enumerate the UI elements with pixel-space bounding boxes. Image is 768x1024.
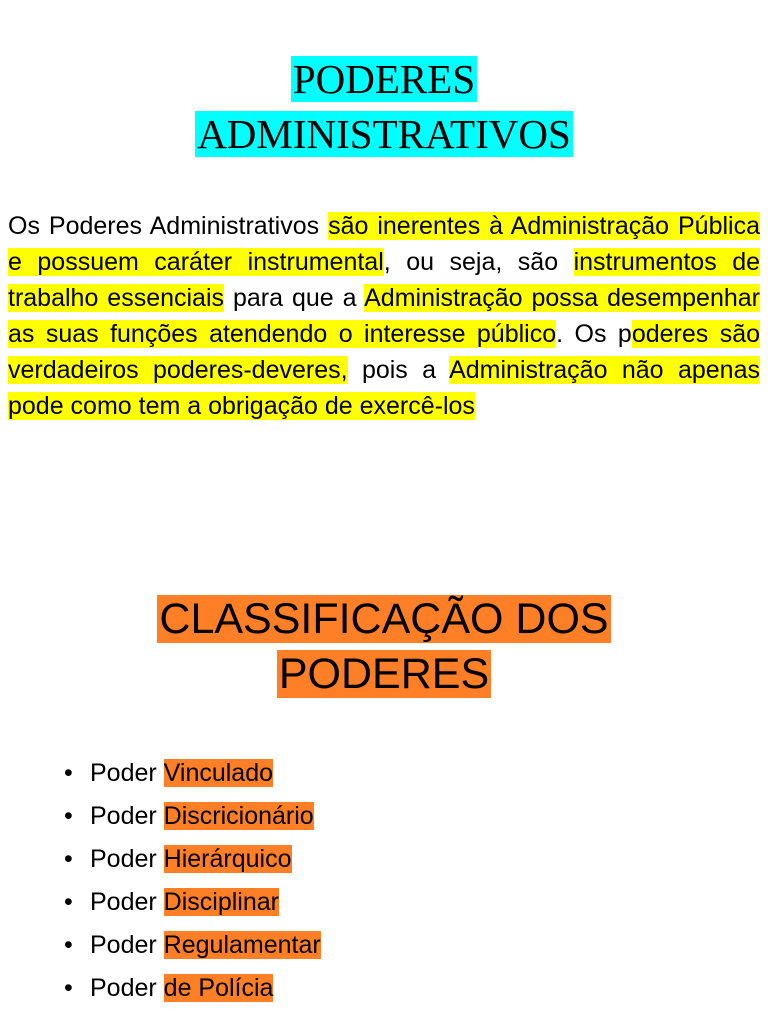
bullet-icon: •	[64, 931, 73, 959]
list-item	[60, 752, 321, 795]
page-title	[0, 52, 768, 162]
power-name: Vinculado	[163, 759, 274, 787]
list-item	[60, 924, 321, 967]
bullet-icon: •	[64, 888, 73, 916]
bullet-icon: •	[64, 759, 73, 787]
intro-highlight: são inerentes à Administração Pública e possuem caráter instrumental	[8, 212, 761, 276]
list-item	[60, 838, 321, 881]
intro-highlight: instrumentos de trabalho essenciais	[8, 248, 760, 312]
title-line-2: ADMINISTRATIVOS	[197, 111, 571, 157]
bullet-icon: •	[64, 974, 73, 1002]
power-name: Discricionário	[163, 802, 314, 830]
powers-list	[60, 752, 321, 1010]
bullet-icon: •	[64, 802, 73, 830]
power-name: Regulamentar	[163, 931, 321, 959]
power-prefix: Poder	[90, 931, 164, 959]
section-title-line-2: PODERES	[278, 650, 490, 698]
section-title-line-1: CLASSIFICAÇÃO DOS	[159, 595, 609, 643]
intro-segment: Os Poderes Administrativos	[8, 212, 329, 240]
power-prefix: Poder	[90, 845, 164, 873]
section-title	[0, 592, 768, 702]
intro-highlight: Administração possa desempenhar as suas funções atendendo o interesse público	[8, 284, 761, 348]
bullet-icon: •	[64, 845, 73, 873]
intro-highlight: oderes são verdadeiros poderes-deveres,	[8, 320, 760, 384]
power-name: Hierárquico	[163, 845, 292, 873]
intro-paragraph	[8, 208, 760, 424]
intro-highlight: Administração não apenas pode como tem a obrigação de exercê-los	[8, 356, 760, 420]
power-prefix: Poder	[90, 888, 164, 916]
list-item	[60, 795, 321, 838]
power-name: Disciplinar	[163, 888, 279, 916]
intro-segment: pois a	[347, 356, 450, 384]
intro-segment: para que a	[224, 284, 365, 312]
power-name: de Polícia	[163, 974, 274, 1002]
power-prefix: Poder	[90, 974, 164, 1002]
power-prefix: Poder	[90, 759, 164, 787]
power-prefix: Poder	[90, 802, 164, 830]
title-line-1: PODERES	[292, 56, 476, 102]
intro-segment: , ou seja, são	[383, 248, 574, 276]
intro-segment: . Os p	[556, 320, 632, 348]
list-item	[60, 967, 321, 1010]
list-item	[60, 881, 321, 924]
